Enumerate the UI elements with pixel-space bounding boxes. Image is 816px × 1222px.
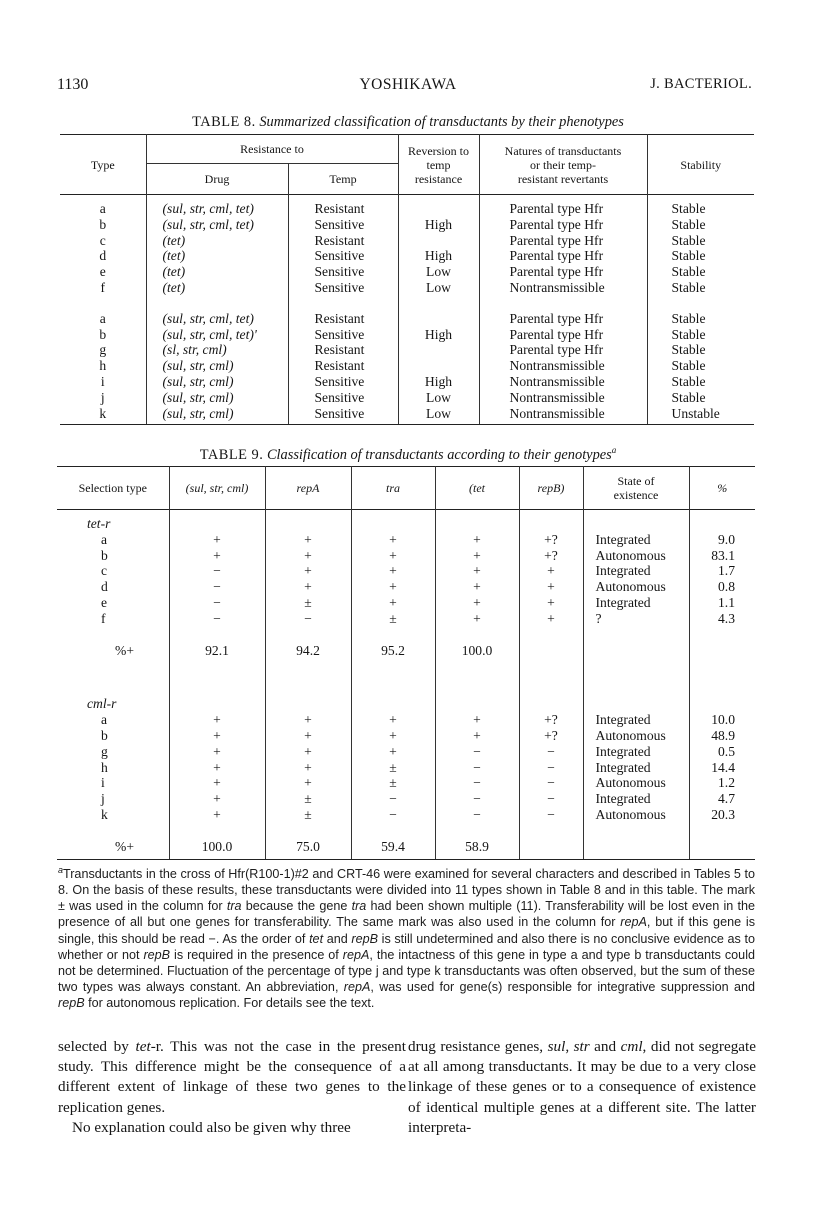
type-cell: j	[100, 389, 105, 405]
reversion-cell: Low	[398, 280, 479, 305]
empty-cell	[689, 510, 755, 532]
sul-cell: −	[169, 595, 265, 611]
repA-cell: +	[265, 775, 351, 791]
state-cell: Autonomous	[583, 775, 689, 791]
table-row	[57, 791, 755, 807]
repA-cell: +	[265, 532, 351, 548]
drug-cell: (tet)	[146, 280, 288, 305]
reversion-cell	[398, 342, 479, 358]
temp-cell: Resistant	[288, 195, 398, 217]
nature-cell: Parental type Hfr	[479, 217, 647, 233]
state-cell: Integrated	[583, 712, 689, 728]
header-natures-line2: or their temp-	[530, 157, 596, 172]
group-row	[57, 510, 755, 532]
repA-cell: +	[265, 712, 351, 728]
table-row	[57, 775, 755, 791]
table-row	[60, 374, 754, 390]
repB-cell: +?	[519, 712, 583, 728]
percent-cell: 1.1	[689, 595, 755, 611]
type-cell: b	[99, 216, 107, 232]
sul-cell: +	[169, 760, 265, 776]
repA-cell: +	[265, 760, 351, 776]
repB-cell: −	[519, 791, 583, 807]
stability-cell: Stable	[647, 374, 754, 390]
empty-cell	[169, 510, 265, 532]
drug-cell: (tet)	[146, 264, 288, 280]
type-cell: j	[101, 791, 105, 807]
percent-cell: 4.7	[689, 791, 755, 807]
summary-row	[57, 823, 755, 859]
drug-cell: (sl, str, cml)	[146, 342, 288, 358]
footnote-text: Transductants in the cross of Hfr(R100-1)#2 and CRT-46 were examined for several characters and described in Tables 5 to 8. On the basis of these results, these transductants were divided into 11 types shown in Table 8 and in this table. The mark ± was used in the column for tra because the gene tra had been shown multiple (11). Transferability will be lost even in the presence of all but one genes for transferability. The same mark was also used in the column for repA, but if this gene is single, this should be read −. As the order of tet and repB is still undetermined and also there is no conclusive evidence as to whether or not repB is required in the presence of repA, the intactness of this gene in type a and type b transductants could not be determined. Fluctuation of the percentage of type j and type k transductants was often observed, but the sum of these two types was always constant. An abbreviation, repA, was used for gene(s) responsible for integrative suppression and repB for autonomous replication. For details see the text.	[58, 867, 755, 1010]
reversion-cell	[398, 358, 479, 374]
empty-cell	[265, 690, 351, 712]
table-row	[60, 217, 754, 233]
empty-cell	[583, 823, 689, 859]
header-resistance-to: Resistance to	[146, 135, 398, 164]
header-repA: repA	[265, 467, 351, 510]
reversion-cell: High	[398, 374, 479, 390]
tra-cell: ±	[351, 760, 435, 776]
sul-cell: −	[169, 563, 265, 579]
temp-cell: Sensitive	[288, 264, 398, 280]
type-cell: h	[99, 358, 107, 374]
type-cell: a	[101, 712, 108, 728]
repB-cell: +?	[519, 548, 583, 564]
nature-cell: Parental type Hfr	[479, 305, 647, 327]
stability-cell: Stable	[647, 195, 754, 217]
percent-cell: 10.0	[689, 712, 755, 728]
temp-cell: Sensitive	[288, 327, 398, 343]
repA-cell: +	[265, 579, 351, 595]
nature-cell: Parental type Hfr	[479, 233, 647, 249]
tet-cell: +	[435, 548, 519, 564]
percent-cell: 48.9	[689, 728, 755, 744]
repB-cell: +?	[519, 728, 583, 744]
table-row	[57, 807, 755, 823]
group-row	[57, 690, 755, 712]
temp-cell: Sensitive	[288, 280, 398, 305]
stability-cell: Stable	[647, 358, 754, 374]
drug-cell: (sul, str, cml, tet)	[146, 305, 288, 327]
tet-cell: −	[435, 791, 519, 807]
tet-cell: −	[435, 744, 519, 760]
table-row	[57, 744, 755, 760]
nature-cell: Parental type Hfr	[479, 195, 647, 217]
state-cell: Integrated	[583, 563, 689, 579]
table9-footnote-marker: a	[611, 445, 617, 455]
summary-row	[57, 627, 755, 691]
type-cell: f	[100, 279, 106, 295]
tet-cell: +	[435, 579, 519, 595]
type-cell: c	[101, 563, 108, 579]
reversion-cell: Low	[398, 390, 479, 406]
table-row	[57, 760, 755, 776]
drug-cell: (sul, str, cml, tet)'	[146, 327, 288, 343]
stability-cell: Stable	[647, 390, 754, 406]
summary-sul: 100.0	[169, 823, 265, 859]
empty-cell	[689, 627, 755, 691]
header-tra: tra	[351, 467, 435, 510]
temp-cell: Sensitive	[288, 248, 398, 264]
repA-cell: +	[265, 563, 351, 579]
stability-cell: Stable	[647, 233, 754, 249]
tet-cell: −	[435, 775, 519, 791]
table-row	[57, 532, 755, 548]
summary-sul: 92.1	[169, 627, 265, 691]
state-cell: Integrated	[583, 760, 689, 776]
nature-cell: Nontransmissible	[479, 406, 647, 425]
header-natures-line3: resistant revertants	[517, 171, 609, 186]
stability-cell: Stable	[647, 217, 754, 233]
type-cell: c	[99, 232, 106, 248]
repA-cell: ±	[265, 791, 351, 807]
percent-cell: 1.7	[689, 563, 755, 579]
sul-cell: +	[169, 532, 265, 548]
tra-cell: +	[351, 579, 435, 595]
table9	[57, 466, 755, 860]
drug-cell: (sul, str, cml)	[146, 374, 288, 390]
header-natures-line1: Natures of transductants	[504, 143, 622, 158]
reversion-cell: High	[398, 327, 479, 343]
stability-cell: Stable	[647, 327, 754, 343]
header-reversion	[398, 135, 479, 195]
repA-cell: +	[265, 548, 351, 564]
table8-caption	[0, 114, 816, 131]
drug-cell: (sul, str, cml, tet)	[146, 195, 288, 217]
type-cell: d	[101, 579, 108, 595]
table-row	[57, 728, 755, 744]
temp-cell: Resistant	[288, 305, 398, 327]
type-cell: a	[101, 531, 108, 547]
type-cell: b	[101, 547, 108, 563]
nature-cell: Parental type Hfr	[479, 327, 647, 343]
tet-cell: +	[435, 728, 519, 744]
drug-cell: (sul, str, cml)	[146, 358, 288, 374]
header-state-line2: existence	[613, 488, 659, 502]
table-row	[60, 280, 754, 305]
nature-cell: Nontransmissible	[479, 374, 647, 390]
header-stability: Stability	[647, 135, 754, 195]
empty-cell	[583, 510, 689, 532]
summary-tet: 100.0	[435, 627, 519, 691]
stability-cell: Stable	[647, 305, 754, 327]
state-cell: Integrated	[583, 595, 689, 611]
repA-cell: −	[265, 611, 351, 627]
percent-cell: 4.3	[689, 611, 755, 627]
empty-cell	[519, 823, 583, 859]
table-row	[57, 712, 755, 728]
header-percent: %	[689, 467, 755, 510]
table8	[60, 134, 754, 425]
repB-cell: +	[519, 563, 583, 579]
header-state-line1: State of	[617, 474, 655, 488]
repB-cell: −	[519, 744, 583, 760]
type-cell: e	[99, 264, 106, 280]
empty-cell	[689, 823, 755, 859]
empty-cell	[519, 627, 583, 691]
drug-cell: (sul, str, cml, tet)	[146, 217, 288, 233]
summary-tra: 95.2	[351, 627, 435, 691]
repB-cell: +	[519, 611, 583, 627]
percent-cell: 0.5	[689, 744, 755, 760]
tra-cell: −	[351, 791, 435, 807]
type-cell: b	[101, 727, 108, 743]
header-temp: Temp	[288, 164, 398, 195]
table-row	[60, 248, 754, 264]
drug-cell: (tet)	[146, 233, 288, 249]
reversion-cell: Low	[398, 264, 479, 280]
summary-repA: 94.2	[265, 627, 351, 691]
tra-cell: +	[351, 744, 435, 760]
tra-cell: +	[351, 728, 435, 744]
repB-cell: +	[519, 579, 583, 595]
header-reversion-line2: temp	[426, 157, 451, 172]
temp-cell: Resistant	[288, 233, 398, 249]
reversion-cell	[398, 195, 479, 217]
percent-cell: 0.8	[689, 579, 755, 595]
table-row	[60, 233, 754, 249]
sul-cell: +	[169, 807, 265, 823]
state-cell: Integrated	[583, 532, 689, 548]
temp-cell: Sensitive	[288, 406, 398, 425]
type-cell: a	[99, 201, 106, 216]
reversion-cell: Low	[398, 406, 479, 425]
stability-cell: Unstable	[647, 406, 754, 425]
table9-label: TABLE 9.	[199, 446, 264, 463]
tet-cell: +	[435, 595, 519, 611]
header-reversion-line1: Reversion to	[408, 143, 469, 158]
repB-cell: −	[519, 760, 583, 776]
drug-cell: (sul, str, cml)	[146, 390, 288, 406]
table-row	[60, 358, 754, 374]
sul-cell: +	[169, 791, 265, 807]
repB-cell: +?	[519, 532, 583, 548]
sul-cell: +	[169, 744, 265, 760]
state-cell: Autonomous	[583, 728, 689, 744]
stability-cell: Stable	[647, 264, 754, 280]
type-cell: i	[101, 775, 105, 791]
table-row	[60, 305, 754, 327]
nature-cell: Parental type Hfr	[479, 248, 647, 264]
table-row	[57, 579, 755, 595]
type-cell: k	[101, 806, 108, 822]
empty-cell	[519, 510, 583, 532]
tet-cell: +	[435, 712, 519, 728]
temp-cell: Resistant	[288, 342, 398, 358]
table9-caption	[0, 445, 816, 464]
empty-cell	[583, 690, 689, 712]
empty-cell	[351, 690, 435, 712]
repA-cell: ±	[265, 807, 351, 823]
drug-cell: (tet)	[146, 248, 288, 264]
type-cell: d	[99, 248, 107, 264]
page-number: 1130	[57, 76, 89, 93]
tra-cell: ±	[351, 611, 435, 627]
tet-cell: +	[435, 611, 519, 627]
body-column-right: drug resistance genes, sul, str and cml, did not segregate at all among transductants. It may be due to a very close linkage of these genes or to a consequence of existence of identical multiple genes at a different site. The latter interpreta-	[408, 1038, 756, 1136]
tra-cell: ±	[351, 775, 435, 791]
tra-cell: +	[351, 532, 435, 548]
summary-label: %+	[57, 823, 169, 859]
running-head-author: YOSHIKAWA	[359, 76, 457, 93]
percent-cell: 14.4	[689, 760, 755, 776]
body-paragraph-2: No explanation could also be given why three	[72, 1118, 351, 1136]
table-footnote	[58, 862, 755, 1011]
nature-cell: Nontransmissible	[479, 390, 647, 406]
empty-cell	[435, 690, 519, 712]
table9-title: Classification of transductants according to their genotypes	[266, 446, 612, 463]
table8-title: Summarized classification of transductants by their phenotypes	[259, 114, 624, 130]
summary-tet: 58.9	[435, 823, 519, 859]
sul-cell: +	[169, 728, 265, 744]
table-row	[57, 611, 755, 627]
group-name: cml-r	[87, 696, 117, 712]
empty-cell	[583, 627, 689, 691]
nature-cell: Nontransmissible	[479, 280, 647, 305]
type-cell: i	[100, 373, 105, 389]
sul-cell: −	[169, 611, 265, 627]
percent-cell: 83.1	[689, 548, 755, 564]
header-state	[583, 467, 689, 510]
tet-cell: −	[435, 807, 519, 823]
body-column-left	[58, 1037, 406, 1138]
reversion-cell: High	[398, 217, 479, 233]
sul-cell: +	[169, 548, 265, 564]
repB-cell: −	[519, 775, 583, 791]
header-selection-type: Selection type	[78, 481, 147, 495]
stability-cell: Stable	[647, 248, 754, 264]
drug-cell: (sul, str, cml)	[146, 406, 288, 425]
repB-cell: +	[519, 595, 583, 611]
sul-cell: −	[169, 579, 265, 595]
nature-cell: Parental type Hfr	[479, 342, 647, 358]
percent-cell: 1.2	[689, 775, 755, 791]
tet-cell: −	[435, 760, 519, 776]
tet-cell: +	[435, 563, 519, 579]
header-repB: repB)	[519, 467, 583, 510]
nature-cell: Parental type Hfr	[479, 264, 647, 280]
header-drug: Drug	[146, 164, 288, 195]
reversion-cell	[398, 233, 479, 249]
repA-cell: +	[265, 728, 351, 744]
type-cell: a	[99, 310, 106, 326]
tra-cell: +	[351, 712, 435, 728]
header-sul-str-cml: (sul, str, cml)	[169, 467, 265, 510]
state-cell: Integrated	[583, 744, 689, 760]
type-cell: b	[99, 326, 107, 342]
footnote-marker: a	[58, 865, 64, 875]
empty-cell	[689, 690, 755, 712]
tra-cell: −	[351, 807, 435, 823]
tra-cell: +	[351, 595, 435, 611]
table-row	[60, 390, 754, 406]
stability-cell: Stable	[647, 280, 754, 305]
table-row	[57, 595, 755, 611]
state-cell: Autonomous	[583, 807, 689, 823]
temp-cell: Sensitive	[288, 390, 398, 406]
temp-cell: Sensitive	[288, 374, 398, 390]
table8-label: TABLE 8.	[192, 114, 256, 130]
table-row	[60, 195, 754, 217]
repB-cell: −	[519, 807, 583, 823]
running-head-journal: J. BACTERIOL.	[650, 76, 752, 92]
type-cell: g	[99, 342, 107, 358]
temp-cell: Sensitive	[288, 217, 398, 233]
body-paragraph-1: selected by tet-r. This was not the case in the present study. This difference might be the consequence of a different extent of linkage of these two genes to the replication genes.	[58, 1038, 406, 1116]
reversion-cell: High	[398, 248, 479, 264]
state-cell: Autonomous	[583, 548, 689, 564]
summary-tra: 59.4	[351, 823, 435, 859]
header-reversion-line3: resistance	[414, 171, 463, 186]
tra-cell: +	[351, 563, 435, 579]
header-tet: (tet	[435, 467, 519, 510]
tra-cell: +	[351, 548, 435, 564]
state-cell: Integrated	[583, 791, 689, 807]
type-cell: e	[101, 594, 108, 610]
nature-cell: Nontransmissible	[479, 358, 647, 374]
state-cell: ?	[583, 611, 689, 627]
table-row	[60, 264, 754, 280]
summary-label: %+	[115, 642, 134, 658]
header-natures	[479, 135, 647, 195]
table-row	[60, 342, 754, 358]
table-row	[57, 563, 755, 579]
percent-cell: 20.3	[689, 807, 755, 823]
type-cell: f	[101, 610, 106, 626]
header-type: Type	[90, 157, 115, 172]
stability-cell: Stable	[647, 342, 754, 358]
summary-repA: 75.0	[265, 823, 351, 859]
table-row	[57, 548, 755, 564]
sul-cell: +	[169, 775, 265, 791]
repA-cell: +	[265, 744, 351, 760]
group-name: tet-r	[87, 516, 111, 531]
empty-cell	[435, 510, 519, 532]
empty-cell	[265, 510, 351, 532]
table-row	[60, 406, 754, 425]
reversion-cell	[398, 305, 479, 327]
table-row	[60, 327, 754, 343]
empty-cell	[351, 510, 435, 532]
empty-cell	[169, 690, 265, 712]
empty-cell	[519, 690, 583, 712]
tet-cell: +	[435, 532, 519, 548]
state-cell: Autonomous	[583, 579, 689, 595]
repA-cell: ±	[265, 595, 351, 611]
temp-cell: Resistant	[288, 358, 398, 374]
percent-cell: 9.0	[689, 532, 755, 548]
type-cell: k	[60, 406, 146, 425]
type-cell: g	[101, 743, 108, 759]
type-cell: h	[101, 759, 108, 775]
sul-cell: +	[169, 712, 265, 728]
